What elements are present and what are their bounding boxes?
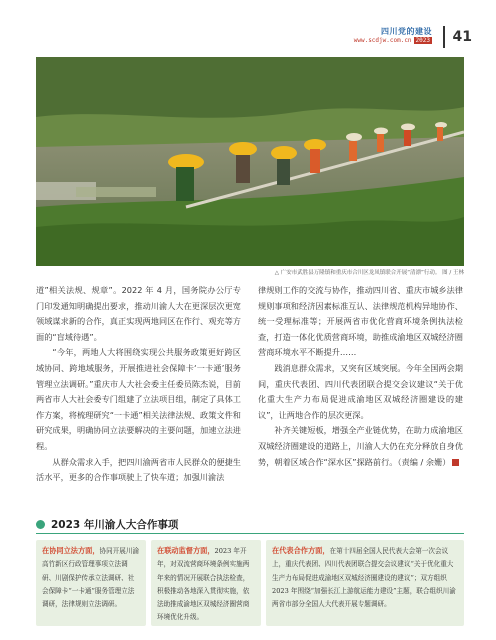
paragraph-final — [258, 423, 463, 470]
card-deputies — [266, 540, 464, 626]
magazine-url — [354, 37, 432, 44]
card-text: 在第十四届全国人民代表大会第一次会议上，重庆代表团、四川代表团联合提交会议建议“关于优化重大生产力布局促进成渝地区双城经济圈建设的建议”；双方组织 2023 年围绕“加强长江上游航运能力建设”主题，联合组织川渝两省市部分全国人大代表开展专题调研。 — [272, 547, 456, 609]
section-divider — [36, 533, 464, 534]
card-heading: 在协同立法方面， — [42, 546, 100, 555]
paragraph: 从群众需求入手，把四川渝两省市人民群众的便捷生活水平，更多的合作事项驶上了快车道；加强川渝法 — [36, 456, 241, 483]
card-text: 协同开展川渝高竹新区行政管理事项立法调研、川剧保护传承立法调研、社会保障卡“一卡通”服务管理立法调研，法律规则立法调研。 — [42, 547, 140, 609]
paragraph-text: 补齐关键短板，增强全产业链优势，在助力成渝地区双城经济圈建设的道路上，川渝人大仍在充分释放自身优势，朝着区域合作“深水区”探路前行。（责编 / 余姗） — [258, 425, 463, 467]
url-text: www.scdjw.com.cn — [353, 37, 412, 44]
photo-illustration — [36, 57, 464, 266]
article-left-column — [36, 283, 241, 486]
end-mark-icon — [452, 459, 459, 466]
paragraph: 律规则工作的交流与协作，推动四川省、重庆市城乡法律规则事项和经济因素标准互认、法律规范机构异地协作、统一受理标准等；开展两省市优化营商环境条例执法检查，打造一体化优质营商环境，助推成渝地区双城经济圈营商环境水平不断提升…… — [258, 285, 463, 358]
year-tag: 2023 — [415, 37, 430, 44]
article-right-column — [258, 283, 463, 470]
bullet-dot-icon — [36, 520, 45, 529]
paragraph: 道”相关法规、规章”。2022 年 4 月，国务院办公厅专门印发通知明确提出要求，推动川渝人大在更深层次更宽领域谋求新的合作，真正实现两地同区在作行、观充等方面的“盲域待遇”。 — [36, 285, 241, 342]
section-heading — [36, 517, 178, 532]
card-text: 2023 年开年，对双流营商环境条例实施两年来的情况开展联合执法检查，积极推动各地深入贯彻实施，依法助推成渝地区双城经济圈营商环境优化升级。 — [157, 547, 250, 622]
card-heading: 在联动监督方面， — [157, 546, 215, 555]
section-title-text: 2023 年川渝人大合作事项 — [51, 519, 179, 531]
magazine-title: 四川党的建设 — [381, 27, 432, 36]
paragraph: “今年，两地人大将围绕实现公共服务政策更好跨区域协同、跨地域服务，开展推进社会保障卡‘一卡通’服务管理立法调研。”重庆市人大社会委主任委员陈杰说，目前两省市人大社会委专门组建了立法项目组，制定了具体工作方案，将梳理研究“一卡通”相关法律法规、政策文件和研究成果，明确协同立法要解决的主要问题，加速立法进程。 — [36, 347, 241, 451]
paragraph: 践消息群众需求，又突有区域突展。今年全国两会期间，重庆代表团、四川代表团联合提交会议建议“关于优化重大生产力布局促进成渝地区双城经济圈建设的建议”，让两地合作的层次更深。 — [258, 362, 463, 420]
river-cleanup-photo — [36, 57, 464, 266]
photo-caption: △ 广安市武胜县万隆镇和重庆市合川区龙凤镇联合开展“清漂”行动。 图 / 王林 — [274, 270, 464, 276]
card-legislation — [36, 540, 146, 626]
card-supervision — [151, 540, 261, 626]
card-heading: 在代表合作方面， — [272, 546, 330, 555]
page-header — [312, 26, 472, 52]
page-number: 41 — [443, 26, 472, 48]
